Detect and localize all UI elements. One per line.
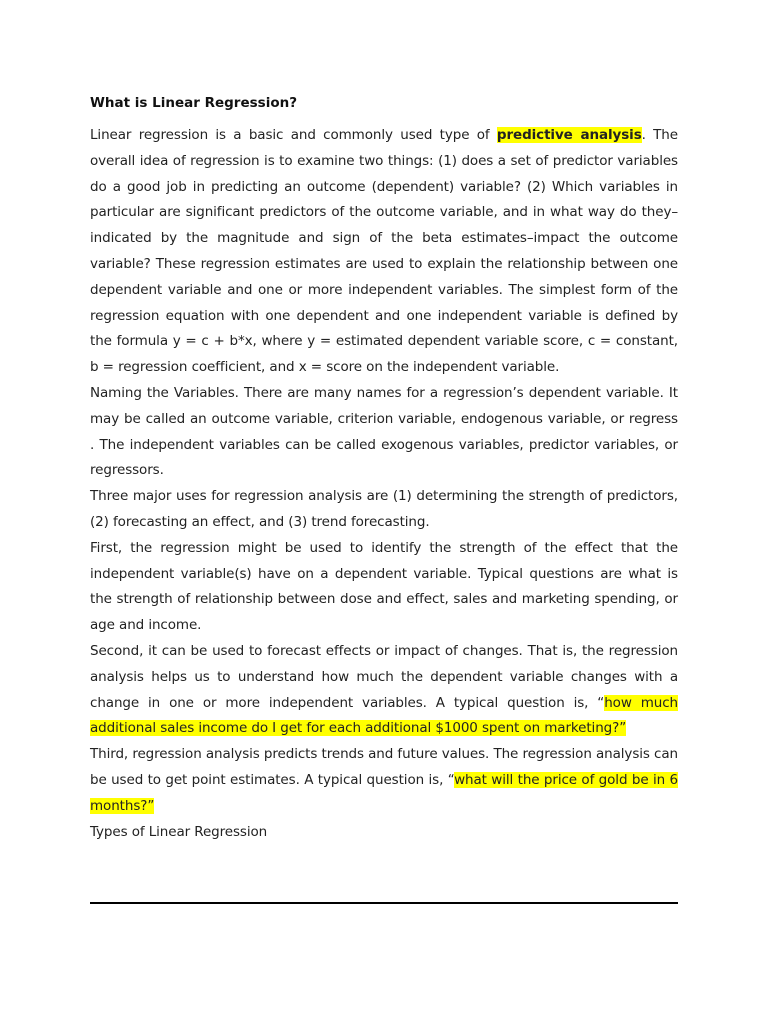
highlight-predictive-analysis: predictive analysis — [496, 127, 642, 143]
horizontal-rule — [90, 902, 678, 904]
paragraph-second-use-text: Second, it can be used to forecast effects or impact of changes. That is, the regression analysis helps us to understand how much the dependent variable changes with a change in one or more independent variables. A typical question is, “ — [90, 642, 678, 711]
paragraph-major-uses: Three major uses for regression analysis are (1) determining the strength of predictors, (2) forecasting an effect, and (3) trend forecasting. — [90, 488, 678, 530]
document-body — [90, 93, 678, 845]
paragraph-definition-text-2: . The overall idea of regression is to examine two things: (1) does a set of predictor variables do a good job in predicting an outcome (dependent) variable? (2) Which variables in particular are significant predictors of the outcome variable, and in what way do they–indicated by the magnitude and sign of the beta estimates–impact the outcome variable? These regression estimates are used to explain the relationship between one dependent variable and one or more independent variables. The simplest form of the regression equation with one dependent and one independent variable is defined by the formula y = c + b*x, where y = estimated dependent variable score, c = constant, b = regression coefficient, and x = score on the independent variable. — [90, 127, 678, 376]
paragraph-third-use-text: Third, regression analysis predicts trends and future values. The regression analysis can be used to get point estimates. A typical question is, “ — [90, 746, 678, 788]
paragraph-definition — [90, 123, 678, 381]
document-heading: What is Linear Regression? — [90, 95, 298, 111]
paragraph-naming-variables: Naming the Variables. There are many names for a regression’s dependent variable. It may be called an outcome variable, criterion variable, endogenous variable, or regress . The independent variables can be called exogenous variables, predictor variables, or regressors. — [90, 384, 678, 479]
paragraph-third-use — [90, 742, 678, 819]
paragraph-definition-text-1: Linear regression is a basic and commonly used type of — [90, 127, 497, 143]
highlight-gold-question: what will the price of gold be in 6 months?” — [90, 771, 678, 814]
paragraph-second-use — [90, 639, 678, 742]
paragraph-types-heading: Types of Linear Regression — [90, 823, 268, 840]
highlight-sales-question: how much additional sales income do I get for each additional $1000 spent on marketing?” — [90, 694, 678, 737]
paragraph-first-use: First, the regression might be used to identify the strength of the effect that the independent variable(s) have on a dependent variable. Typical questions are what is the strength of relationship between dose and effect, sales and marketing spending, or age and income. — [90, 539, 678, 634]
